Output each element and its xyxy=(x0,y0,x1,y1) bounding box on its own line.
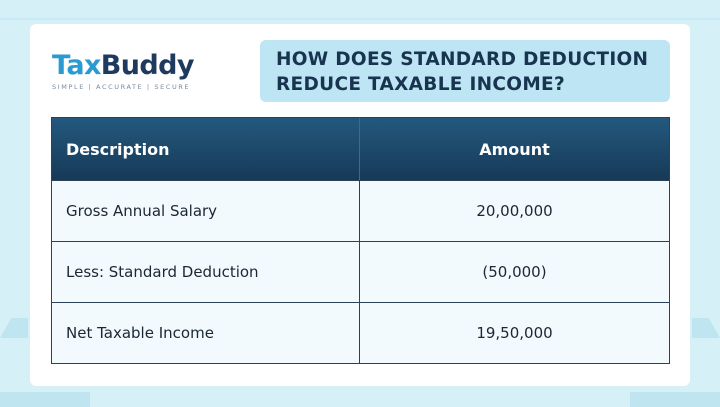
logo-tagline: SIMPLE | ACCURATE | SECURE xyxy=(52,83,191,91)
background-stripe xyxy=(0,18,720,20)
header-description: Description xyxy=(52,118,360,180)
table-row xyxy=(52,180,669,241)
title-line-1: HOW DOES STANDARD DEDUCTION xyxy=(276,49,649,70)
row-description: Net Taxable Income xyxy=(52,303,360,363)
deduction-table xyxy=(51,117,670,364)
table-row xyxy=(52,241,669,302)
decorative-shape-left-base xyxy=(0,392,90,407)
row-description: Gross Annual Salary xyxy=(52,181,360,241)
row-description: Less: Standard Deduction xyxy=(52,242,360,302)
table-header-row xyxy=(52,118,669,180)
logo-wordmark xyxy=(52,50,194,82)
row-amount: 19,50,000 xyxy=(476,324,553,342)
header-amount: Amount xyxy=(479,139,550,159)
title-line-2: REDUCE TAXABLE INCOME? xyxy=(276,74,566,95)
decorative-shape-right xyxy=(692,318,720,338)
title-banner xyxy=(260,40,670,102)
logo-word-tax: Tax xyxy=(52,50,101,81)
taxbuddy-logo xyxy=(52,50,194,91)
logo-word-buddy: Buddy xyxy=(100,50,194,81)
table-row xyxy=(52,302,669,363)
decorative-shape-right-base xyxy=(630,392,720,407)
decorative-shape-left xyxy=(0,318,28,338)
row-amount: (50,000) xyxy=(482,263,547,281)
row-amount: 20,00,000 xyxy=(476,202,553,220)
